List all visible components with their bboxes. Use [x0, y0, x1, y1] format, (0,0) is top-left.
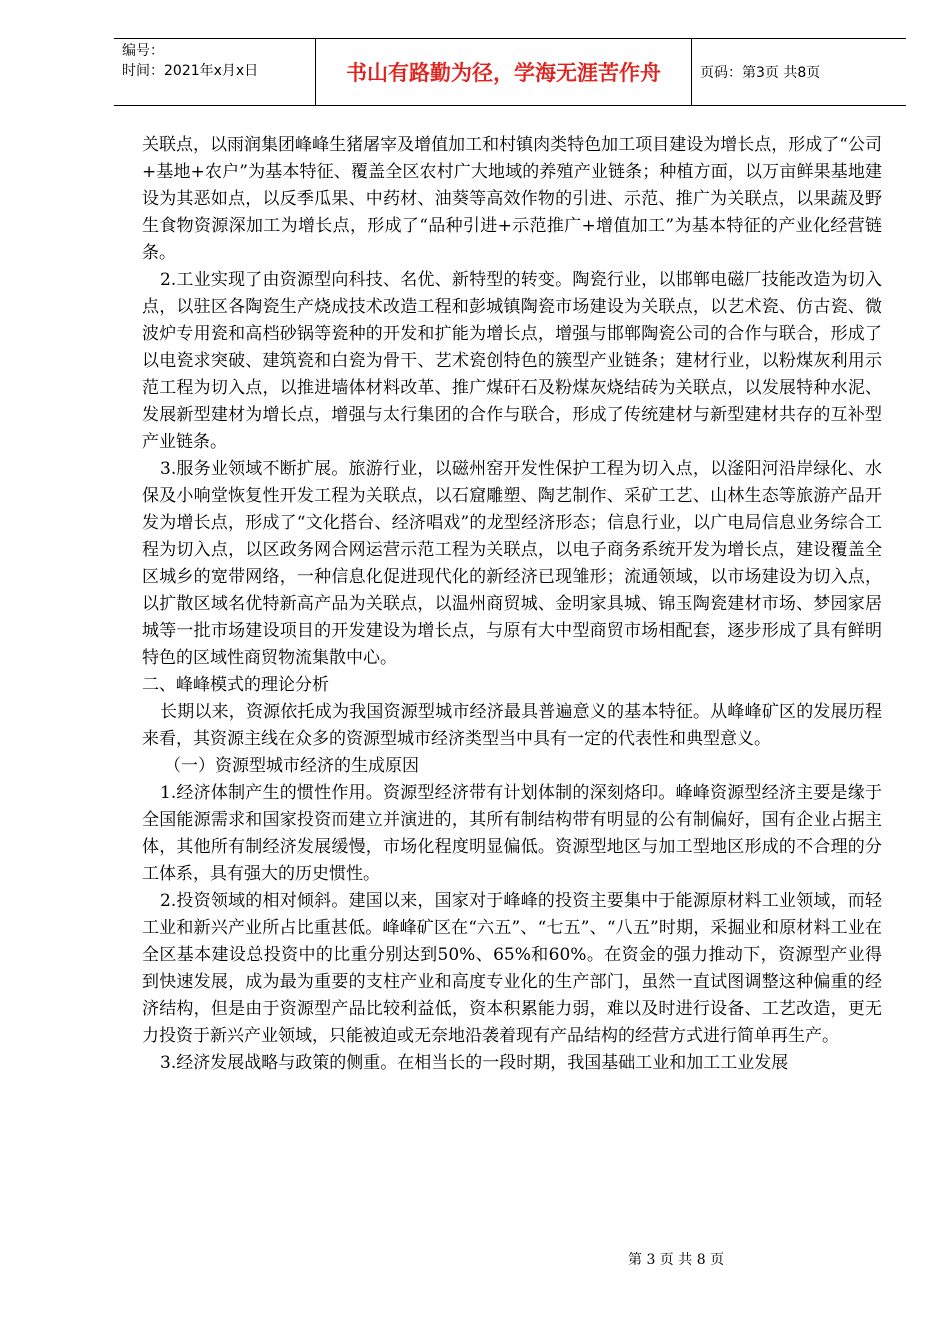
paragraph: 3.经济发展战略与政策的侧重。在相当长的一段时期，我国基础工业和加工工业发展 [160, 1053, 789, 1073]
header-motto: 书山有路勤为径，学海无涯苦作舟 [316, 39, 692, 105]
section-heading: 二、峰峰模式的理论分析 [142, 675, 329, 695]
document-number-label: 编号： [122, 43, 164, 59]
header-meta-cell [114, 39, 316, 105]
paragraph: 3.服务业领域不断扩展。旅游行业，以磁州窑开发性保护工程为切入点，以滏阳河沿岸绿化、水保及小响堂恢复性开发工程为关联点，以石窟雕塑、陶艺制作、采矿工艺、山林生态等旅游产品开发为增长点，形成了“文化搭台、经济唱戏”的龙型经济形态；信息行业，以广电局信息业务综合工程为切入点，以区政务网合网运营示范工程为关联点，以电子商务系统开发为增长点，建设覆盖全区城乡的宽带网络，一种信息化促进现代化的新经济已现雏形；流通领域，以市场建设为切入点，以扩散区域名优特新高产品为关联点，以温州商贸城、金明家具城、锦玉陶瓷建材市场、梦园家居城等一批市场建设项目的开发建设为增长点，与原有大中型商贸市场相配套，逐步形成了具有鲜明特色的区域性商贸物流集散中心。 [142, 459, 882, 668]
paragraph: 长期以来，资源依托成为我国资源型城市经济最具普遍意义的基本特征。从峰峰矿区的发展历程来看，其资源主线在众多的资源型城市经济类型当中具有一定的代表性和典型意义。 [142, 702, 882, 749]
subsection-heading: （一）资源型城市经济的生成原因 [164, 756, 419, 776]
header-table [114, 38, 906, 106]
paragraph: 关联点，以雨润集团峰峰生猪屠宰及增值加工和村镇肉类特色加工项目建设为增长点，形成了“公司+基地+农户”为基本特征、覆盖全区农村广大地域的养殖产业链条；种植方面，以万亩鲜果基地建设为其恶如点，以反季瓜果、中药材、油葵等高效作物的引进、示范、推广为关联点，以果蔬及野生食物资源深加工为增长点，形成了“品种引进+示范推广+增值加工”为基本特征的产业化经营链条。 [142, 135, 882, 263]
document-body [142, 132, 882, 1077]
document-time-label: 时间：2021年x月x日 [122, 63, 259, 79]
paragraph: 1.经济体制产生的惯性作用。资源型经济带有计划体制的深刻烙印。峰峰资源型经济主要是缘于全国能源需求和国家投资而建立并演进的，其所有制结构带有明显的公有制偏好，国有企业占据主体，其他所有制经济发展缓慢，市场化程度明显偏低。资源型地区与加工型地区形成的不合理的分工体系，具有强大的历史惯性。 [142, 783, 882, 884]
header-page-label: 页码：第3页 共8页 [700, 65, 821, 81]
page-footer: 第 3 页 共 8 页 [628, 1252, 725, 1268]
paragraph: 2.投资领域的相对倾斜。建国以来，国家对于峰峰的投资主要集中于能源原材料工业领域，而轻工业和新兴产业所占比重甚低。峰峰矿区在“六五”、“七五”、“八五”时期，采掘业和原材料工业在全区基本建设总投资中的比重分别达到50%、65%和60%。在资金的强力推动下，资源型产业得到快速发展，成为最为重要的支柱产业和高度专业化的生产部门，虽然一直试图调整这种偏重的经济结构，但是由于资源型产品比较利益低，资本积累能力弱，难以及时进行设备、工艺改造，更无力投资于新兴产业领域，只能被迫或无奈地沿袭着现有产品结构的经营方式进行简单再生产。 [142, 891, 882, 1046]
paragraph: 2.工业实现了由资源型向科技、名优、新特型的转变。陶瓷行业，以邯郸电磁厂技能改造为切入点，以驻区各陶瓷生产烧成技术改造工程和彭城镇陶瓷市场建设为关联点，以艺术瓷、仿古瓷、微波炉专用瓷和高档砂锅等瓷种的开发和扩能为增长点，增强与邯郸陶瓷公司的合作与联合，形成了以电瓷求突破、建筑瓷和白瓷为骨干、艺术瓷创特色的簇型产业链条；建材行业，以粉煤灰利用示范工程为切入点，以推进墙体材料改革、推广煤矸石及粉煤灰烧结砖为关联点，以发展特种水泥、发展新型建材为增长点，增强与太行集团的合作与联合，形成了传统建材与新型建材共存的互补型产业链条。 [142, 270, 882, 452]
